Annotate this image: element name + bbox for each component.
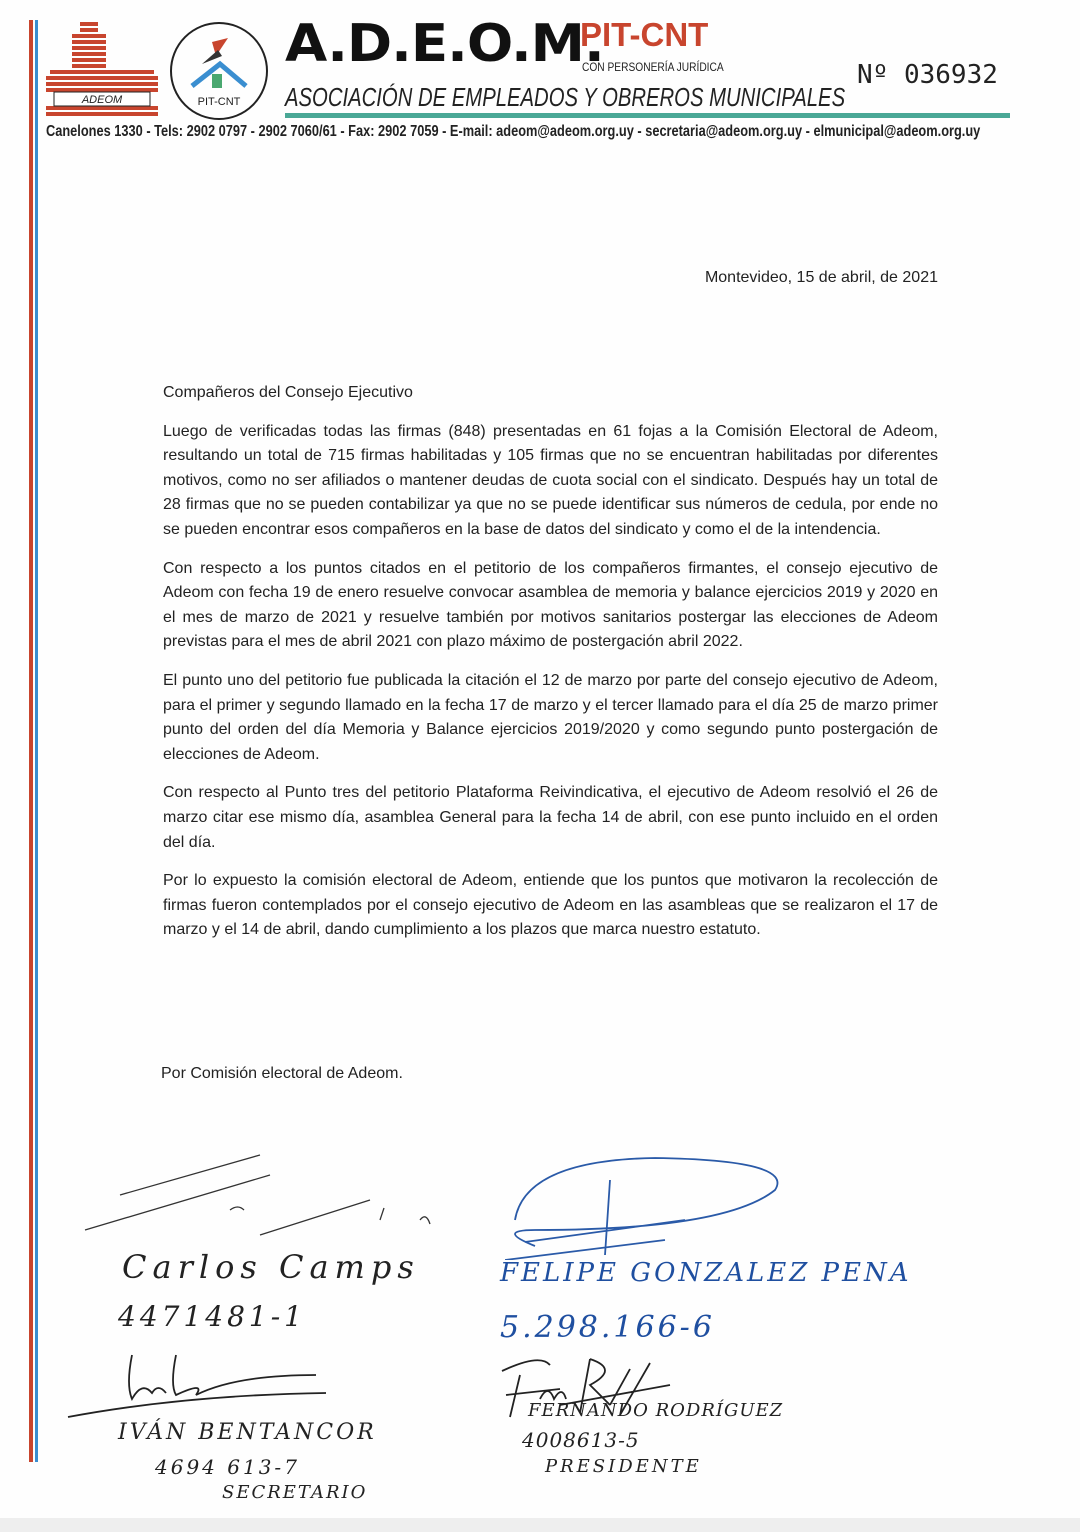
signature-ivan (66, 1345, 336, 1425)
paragraph: Con respecto a los puntos citados en el petitorio de los compañeros firmantes, el consejo ejecutivo de Adeom con fecha 19 de enero resuelve convocar asamblea de memoria y balance ejercicios 2019 y 2020 en el mes de marzo de 2021 y resuelve también por motivos sanitarios postergar las elecciones de Adeom previstas para el mes de abril 2021 con plazo máximo de postergación abril 2022. (163, 559, 938, 651)
signer-role-ivan: SECRETARIO (222, 1482, 368, 1503)
header-divider (285, 113, 1010, 118)
signature-felipe (505, 1150, 795, 1260)
paragraph: Por lo expuesto la comisión electoral de Adeom, entiende que los puntos que motivaron la recolección de firmas fueron contemplados por el consejo ejecutivo de Adeom en las asambleas que se realizaron el 17 de marzo y el 14 de abril, dando cumplimiento a los plazos que marca nuestro estatuto. (163, 872, 938, 939)
paragraph: El punto uno del petitorio fue publicada la citación el 12 de marzo por parte del consejo ejecutivo de Adeom, para el primer y segundo llamado en la fecha 17 de marzo y el tercer llamado para el día 25 de marzo primer punto del orden del día Memoria y Balance ejercicios 2019/2020 y como segundo punto postergación de elecciones de Adeom. (163, 671, 938, 763)
closing: Por Comisión electoral de Adeom. (161, 1065, 403, 1082)
adeom-logo-text: A.D.E.O.M. (285, 14, 604, 74)
signer-id-carlos: 4471481-1 (118, 1300, 306, 1333)
paragraph: Con respecto al Punto tres del petitorio Plataforma Reivindicativa, el ejecutivo de Adeom resolvió el 26 de marzo citar ese mismo día, asamblea General para la fecha 14 de abril, con ese punto incluido en el orden del día. (163, 784, 938, 851)
signer-name-carlos: Carlos Camps (122, 1248, 420, 1286)
document-number (857, 60, 998, 90)
signer-name-ivan: IVÁN BENTANCOR (118, 1420, 377, 1445)
letter-date: Montevideo, 15 de abril, de 2021 (704, 269, 938, 286)
number-value: 036932 (903, 60, 998, 90)
pit-cnt-seal (170, 22, 268, 120)
margin-rule-red (29, 20, 33, 1462)
page-bottom-edge (0, 1518, 1080, 1532)
seal-text: PIT-CNT (197, 96, 241, 108)
paragraph: Luego de verificadas todas las firmas (848) presentadas en 61 fojas a la Comisión Electoral de Adeom, resultando un total de 715 firmas habilitadas y 105 firmas que no se encuentran habilitadas por diferentes motivos, como no ser afiliados o mantener deudas de cuota social con el sindicato. Después hay un total de 28 firmas que no se pueden contabilizar ya que no se puede identificar sus números de cedula, por ende no se pueden encontrar esos compañeros en la base de datos del sindicato y como el de la intendencia. (163, 422, 938, 538)
signer-name-fernando: FERNANDO RODRÍGUEZ (528, 1400, 784, 1421)
association-name: ASOCIACIÓN DE EMPLEADOS Y OBREROS MUNICIPALES (285, 82, 846, 112)
greeting: Compañeros del Consejo Ejecutivo (163, 384, 413, 401)
signer-id-felipe: 5.298.166-6 (500, 1310, 715, 1345)
number-label: Nº (857, 60, 889, 90)
pit-cnt-label: PIT-CNT (580, 16, 709, 53)
signer-name-felipe: FELIPE GONZALEZ PENA (500, 1258, 912, 1288)
personeria-label: CON PERSONERÍA JURÍDICA (582, 60, 724, 74)
margin-rule-blue (35, 20, 38, 1462)
contact-line: Canelones 1330 - Tels: 2902 0797 - 2902 7060/61 - Fax: 2902 7059 - E-mail: adeom@adeom.org.uy - secretaria@adeom.org.uy - elmunicipal@adeom.org.uy (46, 123, 981, 140)
letter-body (163, 381, 938, 957)
signer-role-fernando: PRESIDENTE (545, 1456, 702, 1477)
signer-id-ivan: 4694 613-7 (155, 1455, 300, 1479)
logo-badge-text: ADEOM (81, 94, 123, 106)
signer-id-fernando: 4008613-5 (522, 1428, 640, 1452)
signature-scribble-carlos (80, 1150, 460, 1240)
adeom-building-logo (46, 22, 158, 118)
